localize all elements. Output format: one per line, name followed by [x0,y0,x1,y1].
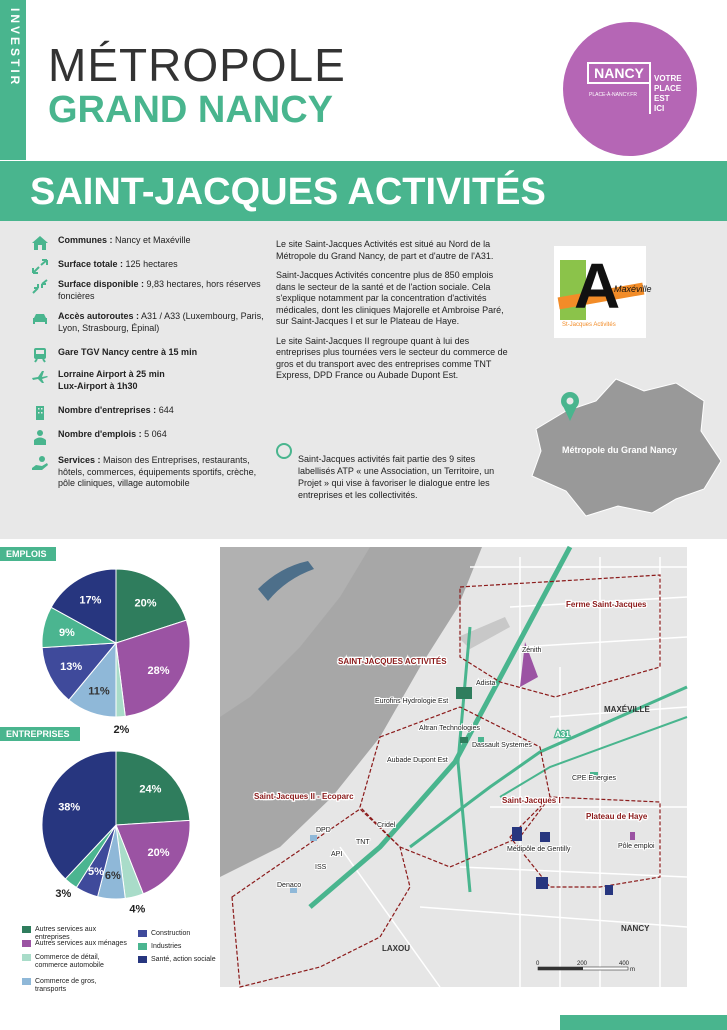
train-icon [30,347,50,363]
map-label-medipole: Médipôle de Gentilly [507,846,571,853]
building-icon [30,405,50,421]
nancy-logo [563,22,697,156]
map-label-sj2: Saint-Jacques II - Ecoparc [254,792,354,801]
pie-data-label: 6% [104,870,121,883]
legend-swatch [22,926,31,933]
feature-text: Accès autoroutes : A31 / A33 (Luxembourg, Paris, Lyon, Strasbourg, Épinal) [58,311,264,333]
pie-data-label: 20% [147,846,170,859]
feature-text: Services : Maison des Entreprises, restaurants, hôtels, commerces, équipements sportifs, crèche, pôle cliniques, village automobile [58,455,257,488]
award-icon [276,443,292,459]
map-label-adista: Adista [476,680,496,687]
logo-slogan-2: PLACE [654,84,682,93]
feature-text: Nombre d'entreprises : 644 [58,405,174,415]
map-label-cridel: Cridel [377,822,396,829]
page-title-line-2: GRAND NANCY [48,89,333,131]
description-p2: Saint-Jacques Activités concentre plus de 850 emplois dans le secteur de la santé et de l'action sociale. Cela s'explique notamment par la concentration d'activités médicales, dont les cliniques Majorelle et Ambroise Paré, sur Saint-Jacques I et sur le Plateau de Haye. [276,270,504,326]
map-label-altran: Altran Technologies [419,725,480,732]
map-label-iss: ISS [315,864,327,871]
map-label-pole-emploi: Pôle emploi [618,843,655,850]
chart-legend: Autres services aux entreprises Autres services aux ménages Commerce de détail, commerce automobile Commerce de gros, transports Construction Industries Santé, action sociale [22,926,222,996]
feature-text: Communes : Nancy et Maxéville [58,235,191,245]
legend-swatch [138,943,147,950]
logo-footer: St-Jacques Activités [562,322,616,328]
map-label-dassault: Dassault Systemes [472,742,532,749]
services-icon [30,455,50,471]
map-label-sja: SAINT-JACQUES ACTIVITÉS [338,657,447,666]
logo-slogan-3: EST ICI [654,94,670,113]
logo-slogan-1: VOTRE [654,74,682,83]
map-label-aubade: Aubade Dupont Est [387,757,448,764]
map-label-maxeville: MAXÉVILLE [604,705,650,714]
pie-data-label: 24% [139,783,162,796]
pie-data-label: 28% [147,664,170,677]
map-label-tnt: TNT [356,839,370,846]
map-label-denaco: Denaco [277,882,302,889]
map-scale-unit: m [630,967,635,973]
pie-data-label: 2% [113,723,130,736]
pie-data-label: 3% [55,887,72,900]
map-scale-400: 400 [619,961,630,967]
entreprises-label: ENTREPRISES [0,727,80,741]
logo-slogan [649,74,682,114]
logo-letter: A [574,250,621,322]
map-label-plateau: Plateau de Haye [586,812,648,821]
map-label-cpe: CPE Energies [572,775,616,782]
emplois-label: EMPLOIS [0,547,56,561]
person-icon [30,429,50,445]
description-p3: Le site Saint-Jacques II regroupe quant à lui des entreprises plus tournées vers le secteur du commerce de gros et du transport avec des entreprises comme TNT Express, DPD France ou Aubade Dupont Est. [276,335,508,380]
feature-text: Nombre d'emplois : 5 064 [58,429,167,439]
atp-text: Saint-Jacques activités fait partie des 9 sites labellisés ATP « une Association, un Territoire, un Projet » qui vise à favoriser le dialogue entre les entreprises et les collectivités. [298,454,495,500]
page-title-line-1: MÉTROPOLE [48,39,346,91]
info-panel [0,221,727,539]
pie-data-label: 17% [79,594,102,607]
car-icon [30,311,50,327]
saint-jacques-logo [554,246,652,338]
feature-text: Lorraine Airport à 25 min Lux-Airport à 1h30 [58,369,165,391]
feature-text: Surface disponible : 9,83 hectares, hors réserves foncières [58,279,261,301]
map-label-eurofins: Eurofins Hydrologie Est [375,698,449,705]
description-p1: Le site Saint-Jacques Activités est situé au Nord de la Métropole du Grand Nancy, de part et d'autre de l'A31. [276,239,494,261]
map-label-laxou: LAXOU [382,944,410,953]
pie-data-label: 9% [58,627,75,640]
logo-nancy-text: NANCY [587,62,651,84]
feature-text: Gare TGV Nancy centre à 15 min [58,347,198,357]
side-tab [0,0,26,160]
description [276,239,511,390]
pie-data-label: 11% [88,685,110,698]
map-label-dpd: DPD [316,827,331,834]
shrink-icon [30,279,50,295]
feature-text: Surface totale : 125 hectares [58,259,178,269]
home-icon [30,235,50,251]
legend-swatch [22,954,31,961]
plane-icon [30,369,50,385]
pie-data-label: 13% [60,660,83,673]
side-tab-label: INVESTIR [8,8,22,88]
legend-swatch [138,930,147,937]
map-scale-200: 200 [577,961,588,967]
map-label-api: API [331,851,343,858]
logo-maxeville: Maxéville [614,284,652,294]
map-label-sj1: Saint-Jacques I [502,796,561,805]
map-scale-0: 0 [536,961,540,967]
logo-site: PLACE-À-NANCY.FR [589,92,637,98]
title-banner [0,161,727,221]
pie-data-label: 4% [129,903,146,916]
pie-data-label: 38% [58,801,81,814]
map-label-zenith: Zénith [522,647,542,654]
banner-title: SAINT-JACQUES ACTIVITÉS [30,171,546,213]
map-label-a31: A31 [555,730,570,739]
expand-icon [30,259,50,275]
footer-band [560,1015,727,1030]
legend-swatch [22,978,31,985]
legend-swatch [22,940,31,947]
map-label-nancy: NANCY [621,924,650,933]
pie-data-label: 5% [88,866,104,879]
metropole-map [526,371,726,521]
pie-data-label: 20% [134,597,157,610]
legend-swatch [138,956,147,963]
map-label-ferme: Ferme Saint-Jacques [566,600,647,609]
metropole-map-label: Métropole du Grand Nancy [562,445,678,455]
entreprises-pie-chart [0,743,210,916]
site-map [220,547,687,987]
